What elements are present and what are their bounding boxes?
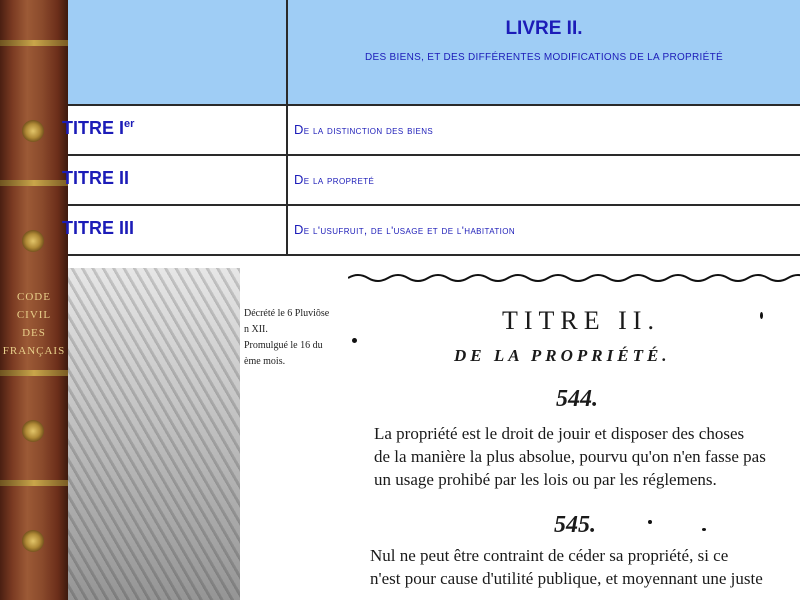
column-divider [286,106,288,154]
article-number: 544. [556,386,598,412]
decorative-stripes [68,268,240,600]
titre-description: De l'usufruit, de l'usage et de l'habitation [294,222,516,237]
book-spine-image [0,0,68,600]
livre-table [62,0,800,268]
table-row [62,206,800,256]
spine-band [0,40,68,46]
titre-label: TITRE Ier [62,118,135,138]
spine-label-line: DES [22,327,46,339]
ink-speck [702,528,706,531]
spine-rosette-icon [22,420,44,442]
scanned-page [240,268,800,600]
ink-speck [648,520,652,524]
side-note-line: Décrété le 6 Pluviôse [244,308,330,319]
livre-title: LIVRE II. [505,18,583,39]
column-divider [286,156,288,204]
article-text [374,422,766,491]
article-line: n'est pour cause d'utilité publique, et moyennant une juste [370,569,763,588]
spine-rosette-icon [22,230,44,252]
side-note-line: ème mois. [244,356,286,367]
page-torn-edge [348,268,800,286]
spine-label-line: FRANÇAIS [2,345,66,357]
titre-label: TITRE III [62,218,134,238]
column-divider [286,206,288,254]
article-line: Nul ne peut être contraint de céder sa propriété, si ce [370,546,729,565]
article-text [370,544,763,590]
article-number: 545. [554,512,596,538]
spine-band [0,480,68,486]
titre-label: TITRE II [62,168,129,188]
spine-band [0,180,68,186]
spine-rosette-icon [22,530,44,552]
ink-speck [352,338,357,343]
article-line: de la manière la plus absolue, pourvu qu'on n'en fasse pas [374,447,766,466]
livre-subtitle: DES BIENS, ET DES DIFFÉRENTES MODIFICATIONS DE LA PROPRIÉTÉ [365,52,723,63]
spine-label [2,288,66,360]
spine-label-line: CODE CIVIL [16,291,52,321]
side-note-line: Promulgué le 16 du [244,340,323,351]
spine-band [0,370,68,376]
table-row [62,156,800,206]
titre-superscript: er [124,118,135,130]
titre-description: De la propreté [294,172,375,187]
side-note [244,306,329,370]
table-row [62,106,800,156]
ink-speck [760,312,763,319]
titre-description: De la distinction des biens [294,122,434,137]
scan-titre: TITRE II. [502,306,660,335]
spine-rosette-icon [22,120,44,142]
article-line: La propriété est le droit de jouir et disposer des choses [374,424,745,443]
article-line: un usage prohibé par les lois ou par les réglemens. [374,470,717,489]
side-note-line: n XII. [244,324,268,335]
table-header [68,0,800,106]
scan-subtitle: DE LA PROPRIÉTÉ. [454,346,671,365]
